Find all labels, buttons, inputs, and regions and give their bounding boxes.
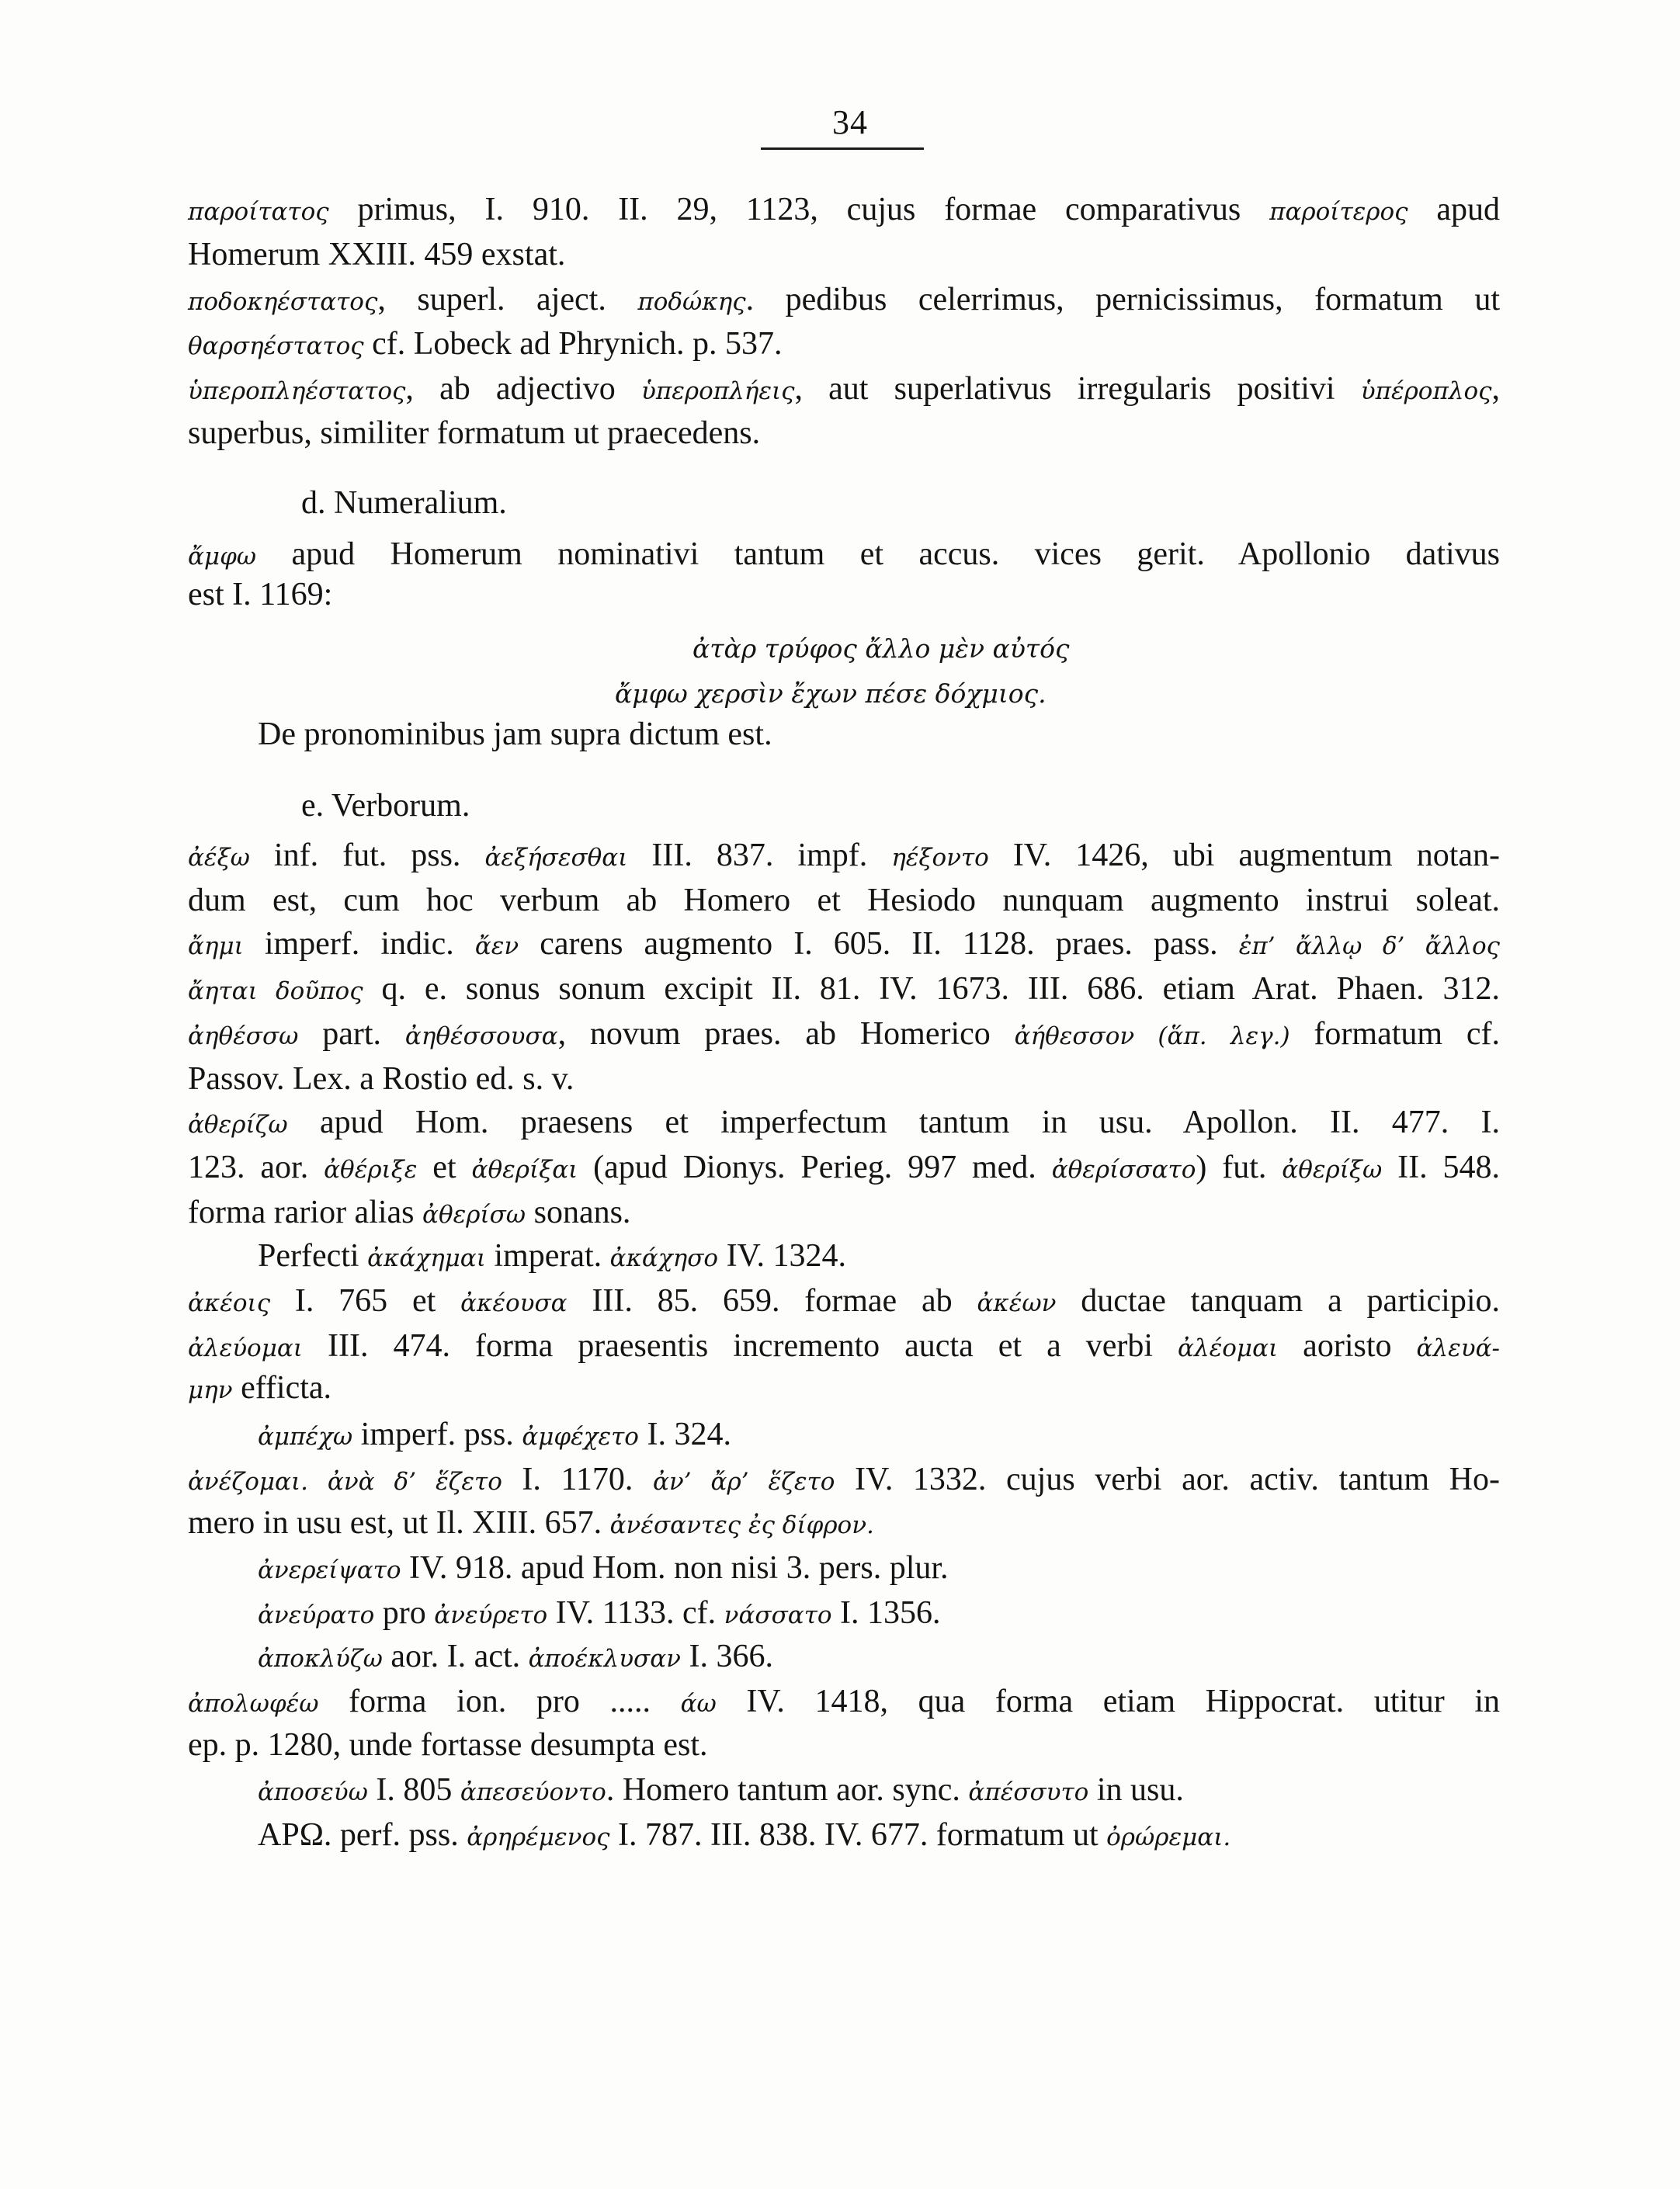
text-line (188, 322, 783, 368)
text-line (188, 1501, 874, 1547)
text-line (188, 1012, 1500, 1058)
latin-text: IV. 1418, qua forma etiam Hippocrat. utitur in (716, 1684, 1500, 1719)
latin-text: I. 805 (367, 1772, 460, 1808)
greek-term: ἀποκλύζω (258, 1645, 383, 1673)
text-line (188, 1191, 630, 1237)
latin-text: , ab adjectivo (405, 371, 641, 407)
greek-term: ἄμφω (188, 543, 257, 571)
greek-term: ἀποέκλυσαν (528, 1645, 681, 1673)
latin-text: superbus, similiter formatum ut praecedens. (188, 415, 761, 451)
latin-text: 123. aor. (188, 1150, 325, 1185)
latin-text: aor. I. act. (382, 1639, 529, 1674)
latin-text: dum est, cum hoc verbum ab Homero et Hesiodo nunquam augmento instrui soleat. (188, 883, 1500, 918)
text-line (188, 834, 1500, 879)
latin-text: carens augmento I. 605. II. 1128. praes. pass. (519, 926, 1239, 962)
text-line (188, 533, 1500, 578)
text-line (188, 922, 1500, 968)
greek-term: ἀνέζομαι. ἀνὰ δ’ ἕζετο (188, 1468, 502, 1496)
latin-text: IV. 1426, ubi augmentum notan- (988, 838, 1500, 873)
latin-text: , (1491, 371, 1501, 407)
latin-text: I. 787. III. 838. IV. 677. formatum ut (609, 1817, 1107, 1853)
greek-term: ἄμφω χερσὶν ἔχων πέσε δόχμιος. (615, 678, 1047, 709)
greek-term: ἄεν (474, 932, 519, 960)
greek-term: ἀθερίσσατο (1051, 1156, 1196, 1184)
greek-term: ἀλέομαι (1178, 1334, 1279, 1362)
greek-term: ὑπεροπληέστατος (188, 377, 406, 405)
section-heading (301, 784, 470, 827)
greek-term: ἐπ’ ἄλλῳ δ’ ἄλλος (1238, 932, 1500, 960)
latin-text: in usu. (1088, 1772, 1184, 1808)
greek-term: παροίτατος (188, 198, 329, 226)
latin-text: part. (298, 1016, 405, 1052)
greek-term: άω (680, 1690, 717, 1718)
latin-text: IV. 1133. cf. (547, 1595, 724, 1631)
text-line (258, 1813, 1230, 1859)
greek-term: ἀθερίσω (422, 1201, 526, 1229)
text-line (258, 1546, 949, 1592)
text-line (188, 1324, 1500, 1370)
quote-line (692, 626, 1070, 671)
text-line (188, 1146, 1500, 1192)
latin-text: ΑΡΩ. perf. pss. (258, 1817, 467, 1853)
latin-text: apud (1408, 192, 1500, 227)
text-line (188, 1279, 1500, 1325)
text-line (258, 1635, 773, 1681)
text-line (258, 713, 772, 756)
latin-text: apud Hom. praesens et imperfectum tantum in usu. Apollon. II. 477. I. (287, 1105, 1500, 1140)
text-line (188, 1366, 331, 1412)
latin-text: IV. 1332. cujus verbi aor. activ. tantum Ho- (835, 1462, 1500, 1497)
greek-term: ἀνεύρετο (434, 1601, 548, 1629)
greek-term: νάσσατο (724, 1601, 832, 1629)
latin-text: q. e. sonus sonum excipit II. 81. IV. 1673. III. 686. etiam Arat. Phaen. 312. (363, 971, 1501, 1007)
greek-term: ὑπέροπλος (1360, 377, 1492, 405)
latin-text: IV. 918. apud Hom. non nisi 3. pers. plur. (401, 1550, 949, 1586)
greek-term: ἀνεύρατο (258, 1601, 375, 1629)
greek-term: ὀρώρεμαι. (1106, 1823, 1231, 1851)
latin-text: (apud Dionys. Perieg. 997 med. (578, 1150, 1052, 1185)
greek-term: ἀμπέχω (258, 1423, 353, 1451)
latin-text: sonans. (526, 1195, 631, 1230)
text-line (258, 1591, 941, 1637)
greek-term: ἀηθέσσουσα (404, 1022, 558, 1050)
latin-text: IV. 1324. (718, 1238, 846, 1274)
latin-text: III. 85. 659. formae ab (567, 1283, 977, 1319)
latin-text: , aut superlativus irregularis positivi (794, 371, 1361, 407)
greek-term: ηέξοντο (891, 844, 989, 872)
latin-text: est I. 1169: (188, 577, 333, 612)
greek-term: ἀκάχημαι (367, 1244, 486, 1272)
greek-term: ὑπεροπλήεις (640, 377, 795, 405)
latin-text: I. 1170. (502, 1462, 653, 1497)
text-line (188, 1057, 574, 1101)
text-line (188, 967, 1500, 1013)
latin-text: e. Verborum. (301, 788, 470, 824)
greek-term: ἀμφέχετο (522, 1423, 639, 1451)
latin-text: imperat. (485, 1238, 610, 1274)
latin-text: ) fut. (1196, 1150, 1283, 1185)
section-heading (301, 481, 507, 525)
text-line (188, 233, 565, 276)
text-line (188, 411, 760, 455)
greek-term: ἄημι (188, 932, 244, 960)
latin-text: inf. fut. pss. (249, 838, 485, 873)
greek-term: ἀθερίζω (188, 1111, 288, 1139)
greek-term: ποδώκης (637, 288, 746, 316)
latin-text: cf. Lobeck ad Phrynich. p. 537. (363, 326, 783, 362)
text-line (258, 1234, 846, 1280)
latin-text: primus, I. 910. II. 29, 1123, cujus formae comparativus (328, 192, 1270, 227)
latin-text: , novum praes. ab Homerico (557, 1016, 1015, 1052)
latin-text: forma ion. pro ..... (318, 1684, 681, 1719)
latin-text: aoristo (1278, 1328, 1417, 1364)
page-number: 34 (832, 103, 868, 141)
text-line (258, 1768, 1184, 1814)
greek-term: ἀπεσεύοντο (460, 1778, 606, 1806)
latin-text: imperf. pss. (352, 1417, 522, 1452)
latin-text: forma rarior alias (188, 1195, 423, 1230)
greek-term: ἀπολωφέω (188, 1690, 319, 1718)
latin-text: et (417, 1150, 472, 1185)
latin-text: pro (374, 1595, 435, 1631)
greek-term: μην (188, 1376, 233, 1404)
greek-term: ἀτὰρ τρύφος ἄλλο μὲν αὐτός (692, 633, 1070, 664)
latin-text: I. 1356. (831, 1595, 941, 1631)
greek-term: ἀθέριξε (324, 1156, 418, 1184)
greek-term: ἀπέσσυτο (968, 1778, 1089, 1806)
latin-text: efficta. (232, 1370, 332, 1406)
latin-text: ductae tanquam a participio. (1056, 1283, 1500, 1319)
latin-text: III. 837. impf. (627, 838, 892, 873)
quote-line (615, 671, 1047, 716)
greek-term: ἀλευά- (1416, 1334, 1500, 1362)
text-line (188, 188, 1500, 234)
latin-text: Passov. Lex. a Rostio ed. s. v. (188, 1061, 574, 1097)
latin-text: d. Numeralium. (301, 485, 507, 521)
latin-text: . pedibus celerrimus, pernicissimus, formatum ut (745, 282, 1500, 317)
greek-term: ἀποσεύω (258, 1778, 368, 1806)
text-line (188, 573, 332, 616)
text-line (188, 1723, 708, 1767)
latin-text: , superl. aject. (377, 282, 638, 317)
greek-term: ἀκάχησο (609, 1244, 719, 1272)
latin-text: III. 474. forma praesentis incremento aucta et a verbi (302, 1328, 1178, 1364)
greek-term: ἀνερείψατο (258, 1556, 401, 1584)
text-line (188, 1680, 1500, 1726)
greek-term: ἀέξω (188, 844, 250, 872)
greek-term: ἀθερίξω (1282, 1156, 1383, 1184)
greek-term: θαρσηέστατος (188, 332, 364, 360)
latin-text: imperf. indic. (243, 926, 475, 962)
text-line (188, 278, 1500, 324)
greek-term: ἀλεύομαι (188, 1334, 303, 1362)
text-line (188, 1101, 1500, 1147)
text-line (188, 879, 1500, 922)
greek-term: ἀήθεσσον (ἅπ. λεγ.) (1014, 1022, 1290, 1050)
latin-text: . Homero tantum aor. sync. (606, 1772, 969, 1808)
latin-text: formatum cf. (1290, 1016, 1501, 1052)
latin-text: I. 324. (638, 1417, 731, 1452)
latin-text: mero in usu est, ut Il. XIII. 657. (188, 1505, 610, 1541)
text-line (258, 1413, 731, 1459)
latin-text: Homerum XXIII. 459 exstat. (188, 237, 566, 272)
latin-text: Perfecti (258, 1238, 368, 1274)
greek-term: ἀεξήσεσθαι (484, 844, 628, 872)
latin-text: De pronominibus jam supra dictum est. (258, 716, 772, 752)
greek-term: ἄηται δοῦπος (188, 977, 363, 1005)
greek-term: ἀθερίξαι (471, 1156, 578, 1184)
latin-text: I. 765 et (270, 1283, 461, 1319)
greek-term: ἀηθέσσω (188, 1022, 299, 1050)
latin-text: I. 366. (681, 1639, 773, 1674)
greek-term: παροίτερος (1269, 198, 1408, 226)
latin-text: ep. p. 1280, unde fortasse desumpta est. (188, 1727, 708, 1763)
greek-term: ἀκέων (977, 1289, 1057, 1317)
greek-term: ἀκέοις (188, 1289, 271, 1317)
text-line (188, 1458, 1500, 1504)
text-line (188, 367, 1500, 413)
greek-term: ἀκέουσα (460, 1289, 568, 1317)
page-number-rule (761, 147, 924, 150)
greek-term: ἀν’ ἄρ’ ἕζετο (653, 1468, 835, 1496)
greek-term: ἀνέσαντες ἐς δίφρον. (609, 1511, 874, 1539)
latin-text: apud Homerum nominativi tantum et accus. vices gerit. Apollonio dativus (256, 536, 1500, 572)
greek-term: ἀρηρέμενος (467, 1823, 610, 1851)
greek-term: ποδοκηέστατος (188, 288, 378, 316)
latin-text: II. 548. (1382, 1150, 1501, 1185)
